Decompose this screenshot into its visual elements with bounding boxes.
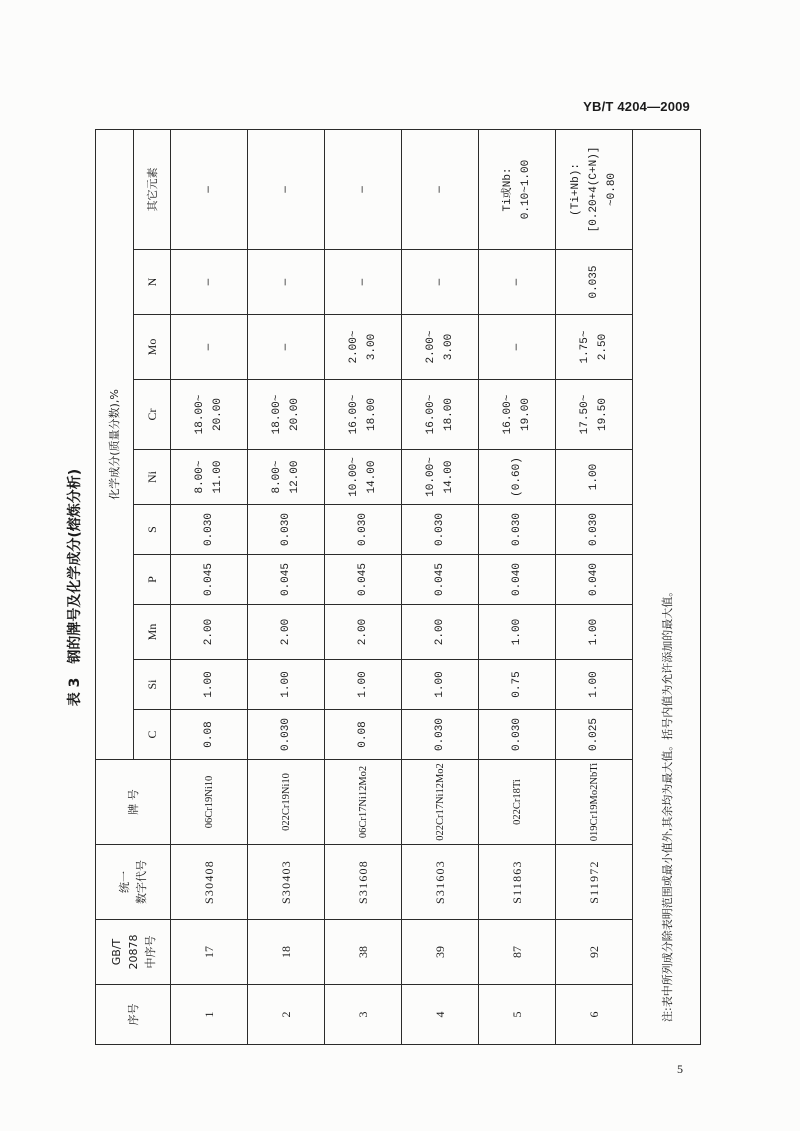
- standard-code: YB/T 4204—2009: [583, 99, 690, 114]
- header-gb-seq: GB/T 20878 中序号: [96, 920, 171, 985]
- cell-si: 1.00: [402, 660, 479, 710]
- cell-seq: 3: [325, 985, 402, 1045]
- cell-ni: 8.00~ 11.00: [171, 450, 248, 505]
- table-row: [325, 129, 402, 1044]
- cell-ni: (0.60): [479, 450, 556, 505]
- cell-grade: 022Cr18Ti: [479, 760, 556, 845]
- table-note: 注:表中所列成分除表明范围或最小值外,其余均为最大值。括号内值为允许添加的最大值。: [633, 129, 701, 1044]
- cell-unified-code: S11972: [556, 845, 633, 920]
- table-caption: 钢的牌号及化学成分(熔炼分析): [67, 468, 83, 664]
- header-row-top: [96, 129, 134, 1044]
- cell-gb-seq: 92: [556, 920, 633, 985]
- cell-mo: —: [248, 315, 325, 380]
- header-other-elements: 其它元素: [134, 129, 171, 249]
- header-composition: 化学成分(质量分数),%: [96, 129, 134, 759]
- header-mn: Mn: [134, 605, 171, 660]
- cell-other-elements: —: [171, 129, 248, 249]
- cell-grade: 019Cr19Mo2NbTi: [556, 760, 633, 845]
- header-p: P: [134, 555, 171, 605]
- cell-si: 1.00: [325, 660, 402, 710]
- header-unified-code: 统一 数字代号: [96, 845, 171, 920]
- cell-p: 0.040: [479, 555, 556, 605]
- cell-n: 0.035: [556, 250, 633, 315]
- cell-p: 0.040: [556, 555, 633, 605]
- cell-si: 1.00: [171, 660, 248, 710]
- cell-ni: 1.00: [556, 450, 633, 505]
- cell-unified-code: S11863: [479, 845, 556, 920]
- composition-table: [95, 129, 701, 1045]
- cell-unified-code: S30403: [248, 845, 325, 920]
- cell-p: 0.045: [325, 555, 402, 605]
- cell-ni: 10.00~ 14.00: [325, 450, 402, 505]
- table-row: [171, 129, 248, 1044]
- cell-s: 0.030: [402, 505, 479, 555]
- cell-mn: 2.00: [325, 605, 402, 660]
- rotated-table-region: [60, 130, 702, 1045]
- table-row: [556, 129, 633, 1044]
- cell-p: 0.045: [248, 555, 325, 605]
- cell-mo: —: [171, 315, 248, 380]
- table-number: 表 3: [67, 677, 83, 707]
- cell-s: 0.030: [556, 505, 633, 555]
- cell-s: 0.030: [325, 505, 402, 555]
- cell-seq: 6: [556, 985, 633, 1045]
- cell-si: 1.00: [556, 660, 633, 710]
- cell-unified-code: S31608: [325, 845, 402, 920]
- cell-mo: 1.75~ 2.50: [556, 315, 633, 380]
- cell-mn: 2.00: [402, 605, 479, 660]
- cell-mn: 1.00: [479, 605, 556, 660]
- cell-mo: —: [479, 315, 556, 380]
- cell-grade: 06Cr19Ni10: [171, 760, 248, 845]
- table-row: [479, 129, 556, 1044]
- cell-unified-code: S31603: [402, 845, 479, 920]
- cell-unified-code: S30408: [171, 845, 248, 920]
- cell-mo: 2.00~ 3.00: [325, 315, 402, 380]
- cell-cr: 18.00~ 20.00: [248, 380, 325, 450]
- cell-grade: 022Cr17Ni12Mo2: [402, 760, 479, 845]
- header-seq: 序号: [96, 985, 171, 1045]
- cell-n: —: [171, 250, 248, 315]
- cell-seq: 4: [402, 985, 479, 1045]
- header-si: Si: [134, 660, 171, 710]
- cell-mn: 2.00: [248, 605, 325, 660]
- cell-other-elements: (Ti+Nb): [0.20+4(C+N)] ~0.80: [556, 129, 633, 249]
- cell-c: 0.025: [556, 710, 633, 760]
- cell-cr: 17.50~ 19.50: [556, 380, 633, 450]
- cell-gb-seq: 87: [479, 920, 556, 985]
- cell-gb-seq: 18: [248, 920, 325, 985]
- cell-seq: 1: [171, 985, 248, 1045]
- cell-n: —: [325, 250, 402, 315]
- cell-si: 0.75: [479, 660, 556, 710]
- cell-c: 0.030: [479, 710, 556, 760]
- cell-s: 0.030: [248, 505, 325, 555]
- cell-cr: 16.00~ 19.00: [479, 380, 556, 450]
- cell-mo: 2.00~ 3.00: [402, 315, 479, 380]
- cell-ni: 10.00~ 14.00: [402, 450, 479, 505]
- cell-n: —: [248, 250, 325, 315]
- cell-other-elements: —: [248, 129, 325, 249]
- cell-other-elements: —: [325, 129, 402, 249]
- header-ni: Ni: [134, 450, 171, 505]
- cell-seq: 2: [248, 985, 325, 1045]
- header-s: S: [134, 505, 171, 555]
- cell-c: 0.08: [171, 710, 248, 760]
- cell-grade: 022Cr19Ni10: [248, 760, 325, 845]
- cell-gb-seq: 17: [171, 920, 248, 985]
- cell-mn: 1.00: [556, 605, 633, 660]
- cell-cr: 16.00~ 18.00: [325, 380, 402, 450]
- header-cr: Cr: [134, 380, 171, 450]
- cell-gb-seq: 38: [325, 920, 402, 985]
- page-number: 5: [677, 1062, 683, 1076]
- table-note-row: [633, 129, 701, 1044]
- cell-other-elements: —: [402, 129, 479, 249]
- cell-seq: 5: [479, 985, 556, 1045]
- header-mo: Mo: [134, 315, 171, 380]
- cell-mn: 2.00: [171, 605, 248, 660]
- cell-n: —: [402, 250, 479, 315]
- cell-c: 0.030: [402, 710, 479, 760]
- cell-ni: 8.00~ 12.00: [248, 450, 325, 505]
- cell-grade: 06Cr17Ni12Mo2: [325, 760, 402, 845]
- cell-n: —: [479, 250, 556, 315]
- cell-gb-seq: 39: [402, 920, 479, 985]
- cell-cr: 18.00~ 20.00: [171, 380, 248, 450]
- cell-cr: 16.00~ 18.00: [402, 380, 479, 450]
- cell-c: 0.030: [248, 710, 325, 760]
- table-row: [402, 129, 479, 1044]
- cell-s: 0.030: [479, 505, 556, 555]
- header-grade: 牌 号: [96, 760, 171, 845]
- table-row: [248, 129, 325, 1044]
- cell-s: 0.030: [171, 505, 248, 555]
- table-title: [65, 130, 85, 1045]
- cell-other-elements: Ti或Nb: 0.10~1.00: [479, 129, 556, 249]
- cell-si: 1.00: [248, 660, 325, 710]
- cell-p: 0.045: [171, 555, 248, 605]
- cell-p: 0.045: [402, 555, 479, 605]
- header-n: N: [134, 250, 171, 315]
- header-c: C: [134, 710, 171, 760]
- cell-c: 0.08: [325, 710, 402, 760]
